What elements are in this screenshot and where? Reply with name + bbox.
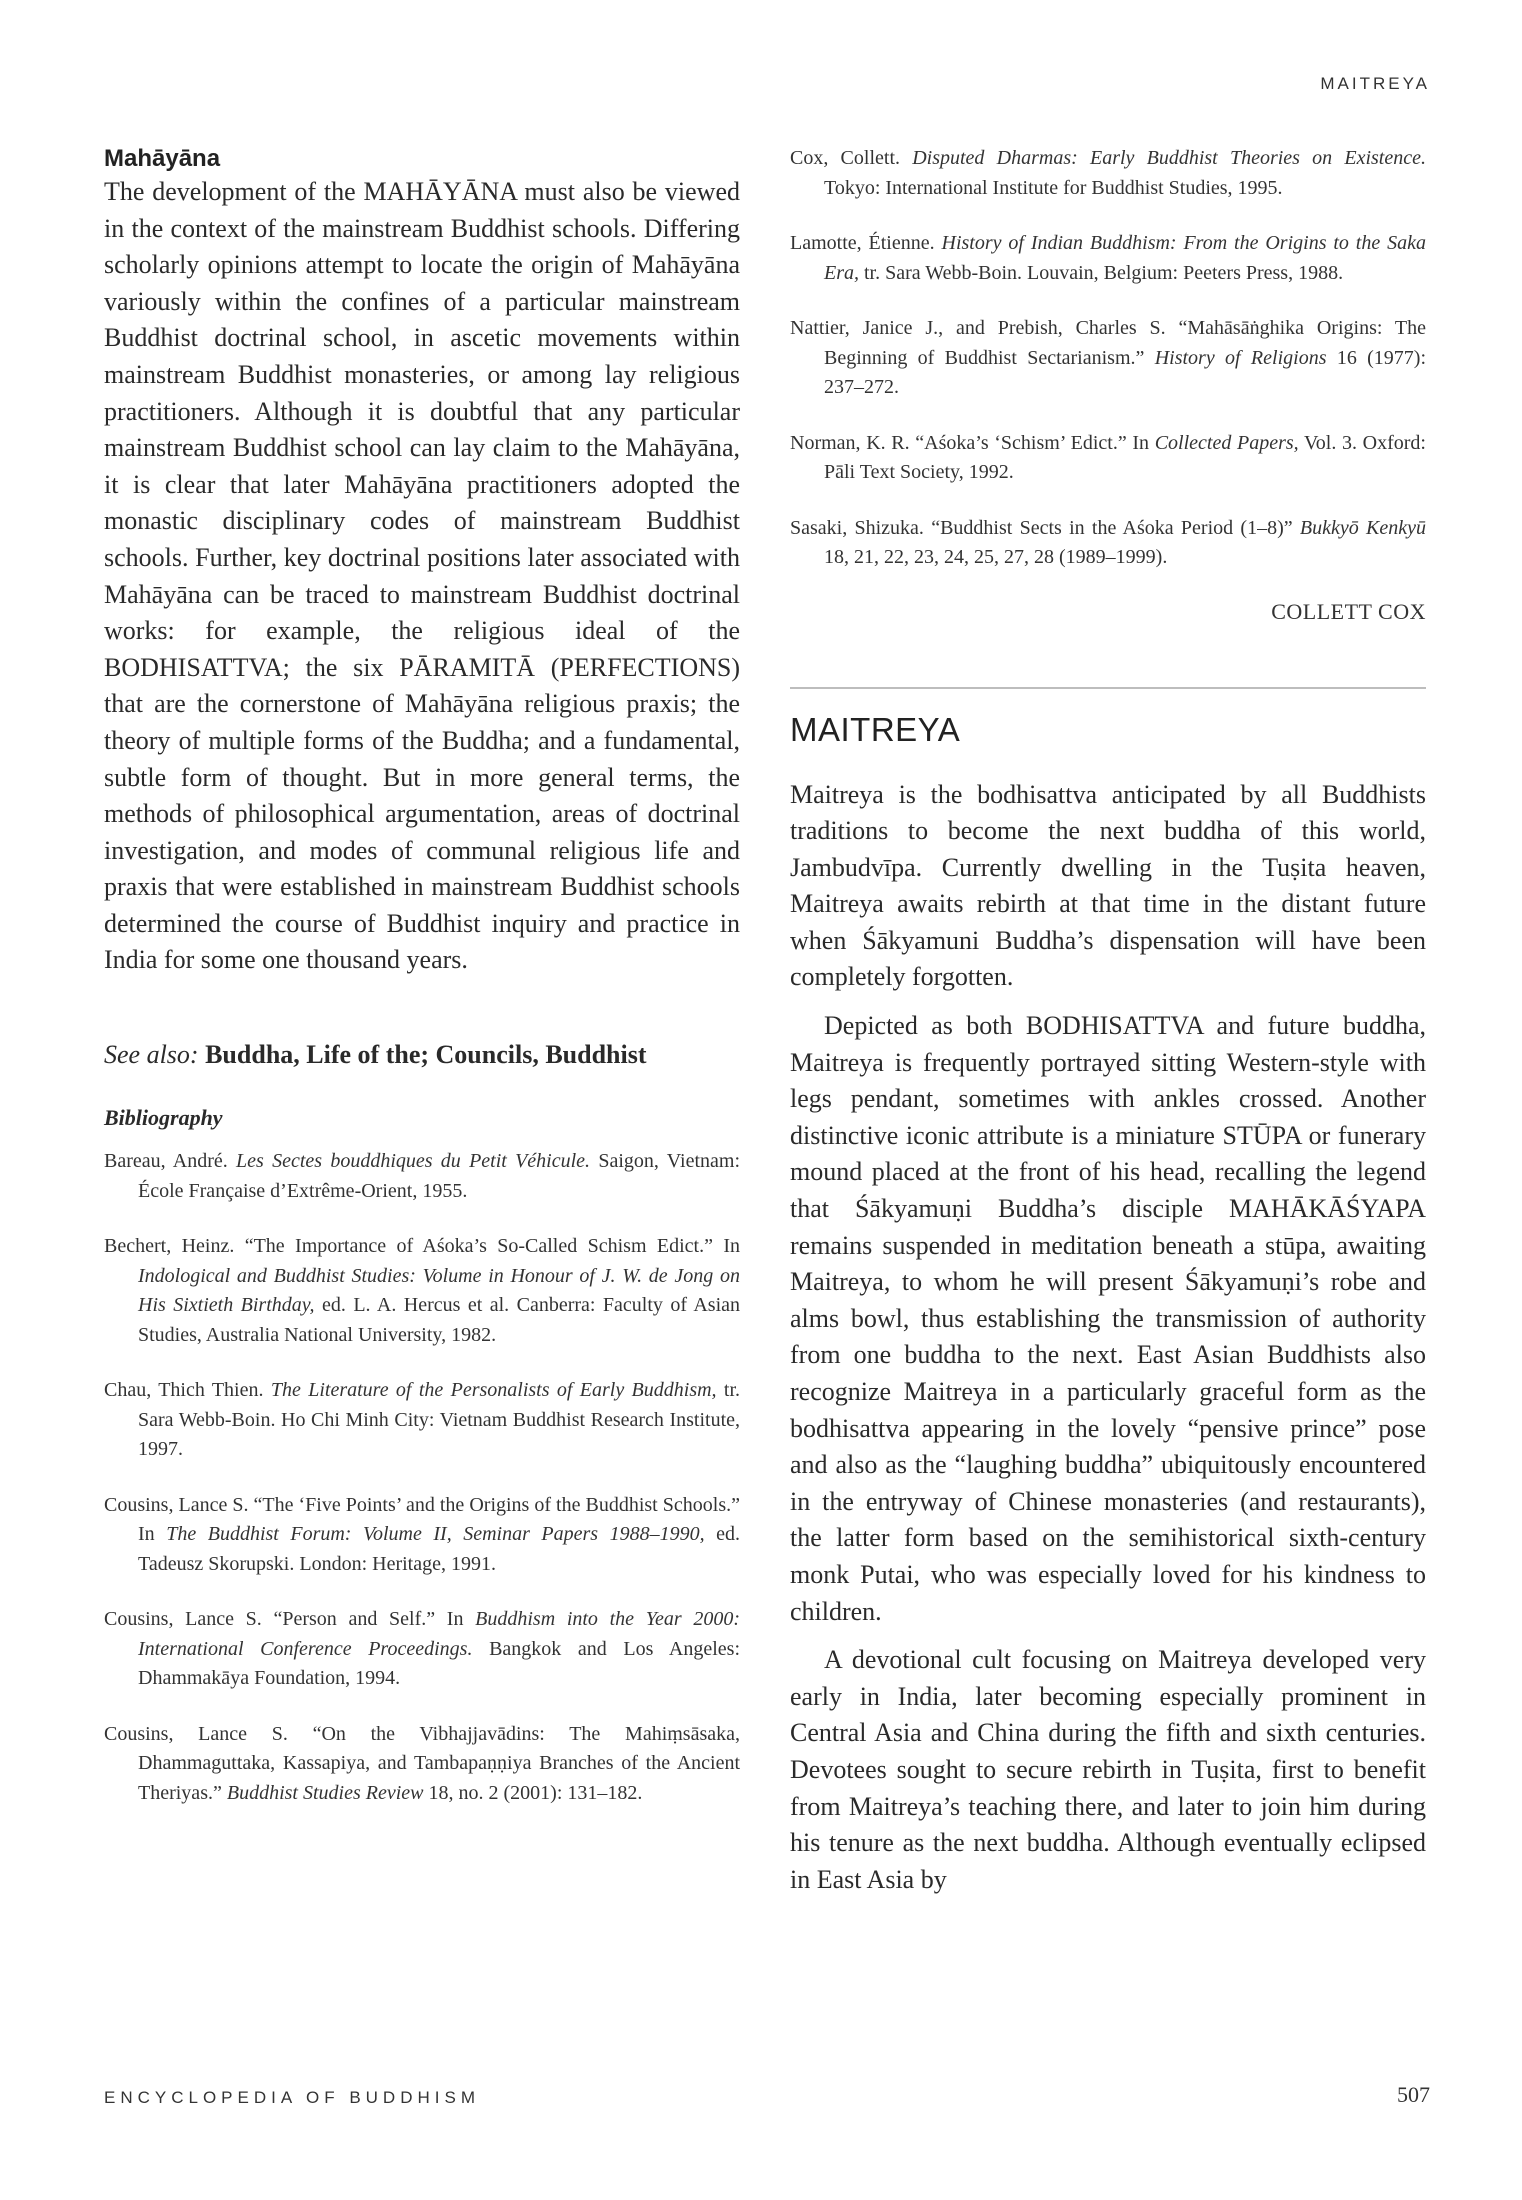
section-paragraph: The development of the MAHĀYĀNA must also be viewed in the context of the mainstream Buddhist schools. Differing scholarly opinions attempt to locate the origin of Mahāyāna variously within the confines of a particular mainstream Buddhist doctrinal school, in ascetic movements within mainstream Buddhist monasteries, or among lay religious practitioners. Although it is doubtful that any particular mainstream Buddhist school can lay claim to the Mahāyāna, it is clear that later Mahāyāna practitioners adopted the monastic disciplinary codes of mainstream Buddhist schools. Further, key doctrinal positions later associated with Mahāyāna can be traced to mainstream Buddhist doctrinal works: for example, the religious ideal of the BODHISATTVA; the six PĀRAMITĀ (PERFECTIONS) that are the cornerstone of Mahāyāna religious praxis; the theory of multiple forms of the Buddha; and a fundamental, subtle form of thought. But in more general terms, the methods of philosophical argumentation, areas of doctrinal investigation, and modes of communal religious life and praxis that were established in mainstream Buddhist schools determined the course of Buddhist inquiry and practice in India for some one thousand years. [104,177,740,975]
left-column [104,144,740,1834]
bib-author: Norman, K. R. “Aśoka’s ‘Schism’ Edict.” In [790,431,1150,454]
bib-publication: Vol. 3. Oxford: Pāli Text Society, 1992. [824,431,1426,483]
bibliography-entry [790,144,1426,203]
bib-publication: ed. Tadeusz Skorupski. London: Heritage, 1991. [138,1523,741,1575]
bib-author: Bareau, André. [104,1150,228,1173]
bib-publication: Tokyo: International Institute for Buddhist Studies, 1995. [824,176,1283,199]
bib-author: Nattier, Janice J., and Prebish, Charles S. “Mahāsāṅghika Origins: The Beginning of Buddhist Sectarianism.” [790,317,1426,369]
bibliography-entry [790,514,1426,573]
bib-title: Disputed Dharmas: Early Buddhist Theories on Existence. [912,147,1426,169]
section-heading: Mahāyāna [104,145,221,172]
bib-title: The Literature of the Personalists of Early Buddhism, [270,1379,717,1402]
bibliography-entry [104,1147,740,1206]
bib-publication: Saigon, Vietnam: École Française d’Extrême-Orient, 1955. [138,1150,741,1202]
article-title: MAITREYA [790,710,961,748]
bib-title: The Buddhist Forum: Volume II, Seminar Papers 1988–1990, [166,1523,705,1546]
right-column [790,144,1426,1910]
bib-publication: tr. Sara Webb-Boin. Ho Chi Minh City: Vietnam Buddhist Research Institute, 1997. [138,1379,741,1461]
bibliography-entry [104,1232,740,1350]
bib-author: Bechert, Heinz. “The Importance of Aśoka’s So-Called Schism Edict.” In [104,1235,740,1258]
bib-author: Cousins, Lance S. “Person and Self.” In [104,1608,464,1631]
bib-publication: ed. L. A. Hercus et al. Canberra: Faculty of Asian Studies, Australia National University, 1982. [138,1294,741,1346]
bib-author: Chau, Thich Thien. [104,1379,264,1402]
bibliography-entry [104,1605,740,1694]
see-also [104,1037,740,1073]
article-paragraph: Maitreya is the bodhisattva anticipated by all Buddhists traditions to become the next buddha of this world, Jambudvīpa. Currently dwelling in the Tuṣita heaven, Maitreya awaits rebirth at that time in the distant future when Śākyamuni Buddha’s dispensation will have been completely forgotten. [790,779,1426,992]
bib-title: History of Indian Buddhism: From the Origins to the Saka Era, [824,232,1426,284]
bibliography-entry [104,1491,740,1580]
bib-publication: Bangkok and Los Angeles: Dhammakāya Foundation, 1994. [138,1637,740,1690]
bib-title: Bukkyō Kenkyū [1299,516,1427,539]
bibliography-entry [104,1376,740,1465]
bibliography-entry [104,1720,740,1809]
bib-title: Buddhist Studies Review [226,1781,424,1804]
bibliography-list-right [790,144,1426,573]
bib-author: Cousins, Lance S. “The ‘Five Points’ and the Origins of the Buddhist Schools.” In [104,1493,740,1546]
bib-publication: 18, no. 2 (2001): 131–182. [428,1781,643,1804]
bibliography-heading: Bibliography [104,1105,223,1131]
bibliography-entry [790,314,1426,403]
bibliography-entry [790,229,1426,288]
bibliography-list-left [104,1147,740,1808]
bib-title: Collected Papers, [1154,431,1299,454]
bib-title: Buddhism into the Year 2000: International Conference Proceedings. [138,1608,741,1660]
bib-author: Cousins, Lance S. “On the Vibhajjavādins: The Mahiṃsāsaka, Dhammaguttaka, Kassapiya, and Tambapaṇṇiya Branches of the Ancient Theriyas.” [104,1722,740,1804]
bib-author: Sasaki, Shizuka. “Buddhist Sects in the Aśoka Period (1–8)” [790,516,1293,539]
running-foot: ENCYCLOPEDIA OF BUDDHISM [104,2088,480,2107]
bib-title: History of Religions [1154,346,1327,369]
bib-publication: 16 (1977): 237–272. [824,346,1427,398]
author-signature: COLLETT COX [1271,598,1426,624]
bib-title: Indological and Buddhist Studies: Volume in Honour of J. W. de Jong on His Sixtieth Birthday, [138,1264,740,1317]
bibliography-entry [790,429,1426,488]
see-also-refs: Buddha, Life of the; Councils, Buddhist [205,1040,647,1070]
article-paragraph: A devotional cult focusing on Maitreya developed very early in India, later becoming especially prominent in Central Asia and China during the fifth and sixth centuries. Devotees sought to secure rebirth in Tuṣita, first to benefit from Maitreya’s teaching there, and later to join him during his tenure as the next buddha. Although eventually eclipsed in East Asia by [790,1645,1426,1894]
bib-author: Lamotte, Étienne. [790,232,935,254]
see-also-label: See also: [104,1040,199,1070]
bib-publication: 18, 21, 22, 23, 24, 25, 27, 28 (1989–1999). [824,546,1168,568]
page-number: 507 [1397,2082,1430,2107]
bib-author: Cox, Collett. [790,147,900,169]
article-paragraph: Depicted as both BODHISATTVA and future buddha, Maitreya is frequently portrayed sitting Western-style with legs pendant, sometimes with ankles crossed. Another distinctive iconic attribute is a miniature STŪPA or funerary mound placed at the front of his head, recalling the legend that Śākyamuṇi Buddha’s disciple MAHĀKĀŚYAPA remains suspended in meditation beneath a stūpa, awaiting Maitreya, to whom he will present Śākyamuṇi’s robe and alms bowl, thus establishing the transmission of authority from one buddha to the next. East Asian Buddhists also recognize Maitreya in a particularly graceful form as the bodhisattva appearing in the lovely “pensive prince” pose and also as the “laughing buddha” ubiquitously encountered in the entryway of Chinese monasteries (and restaurants), the latter form based on the semihistorical sixth-century monk Putai, who was especially loved for his kindness to children. [790,1011,1426,1626]
running-head: MAITREYA [1320,74,1430,93]
bib-title: Les Sectes bouddhiques du Petit Véhicule. [236,1150,591,1173]
section-divider [790,687,1426,689]
bib-publication: tr. Sara Webb-Boin. Louvain, Belgium: Peeters Press, 1988. [864,261,1344,284]
